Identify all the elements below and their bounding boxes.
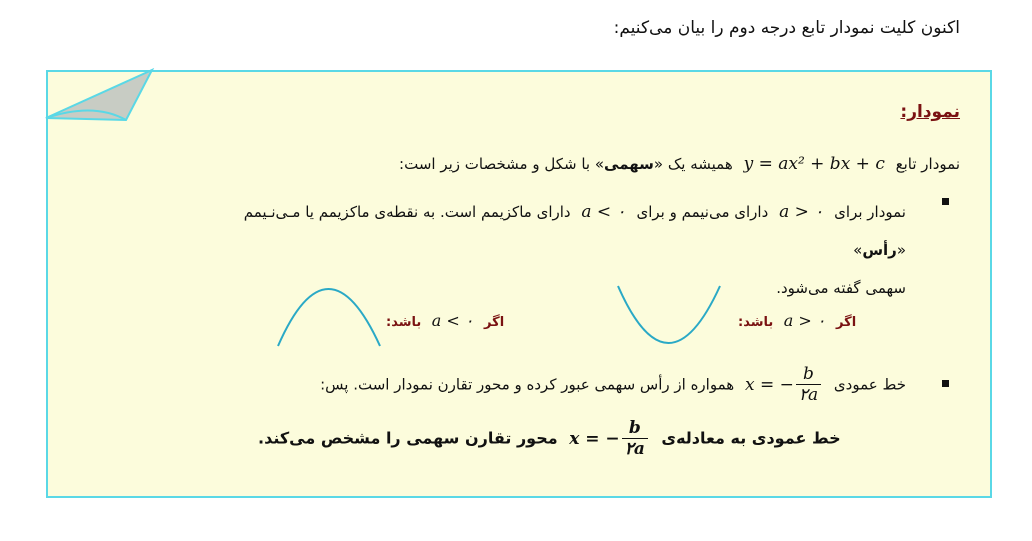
- conclusion-line: [258, 418, 841, 459]
- b2-t1: خط عمودی: [833, 375, 906, 394]
- b1-cond-negative: a < ۰: [581, 202, 626, 222]
- caption-neg-cond: a < ۰: [431, 311, 474, 330]
- parabola-up-icon: [612, 282, 728, 346]
- caption-neg-if: اگر: [484, 315, 505, 330]
- b1-t1: نمودار برای: [834, 203, 906, 221]
- conclusion-fraction: [622, 418, 648, 459]
- b1-t5: سهمی گفته می‌شود.: [776, 279, 906, 297]
- conc-numerator: b: [628, 418, 641, 438]
- axis-denominator: ۲a: [796, 384, 821, 405]
- bullet-icon: [942, 198, 949, 205]
- axis-numerator: b: [803, 364, 814, 384]
- line1-after-a: همیشه یک «: [653, 155, 733, 173]
- axis-lhs: x = −: [744, 374, 794, 395]
- b1-t4: »: [853, 241, 863, 259]
- parabola-down-icon: [274, 284, 386, 350]
- line1-before: نمودار تابع: [895, 155, 960, 173]
- b1-t2: دارای می‌نیمم و برای: [636, 203, 769, 221]
- conc-lhs: x = −: [569, 428, 620, 449]
- vertex-term: رأس: [862, 241, 897, 259]
- general-form-line: [399, 154, 960, 174]
- b2-t2: همواره از رأس سهمی عبور کرده و محور تقارن نمودار است. پس:: [320, 375, 735, 394]
- parabola-term: سهمی: [604, 155, 654, 173]
- caption-negative: [386, 311, 504, 330]
- conclusion-formula: [569, 418, 650, 459]
- line1-after-b: » با شکل و مشخصات زیر است:: [399, 155, 605, 173]
- axis-line: [320, 364, 906, 405]
- general-formula: y = ax² + bx + c: [743, 154, 885, 174]
- caption-neg-be: باشد:: [386, 315, 422, 330]
- caption-pos-be: باشد:: [738, 315, 774, 330]
- caption-positive: [738, 311, 856, 330]
- axis-fraction: [796, 364, 821, 405]
- conc-t1: خط عمودی به معادله‌ی: [661, 428, 841, 448]
- conc-denominator: ۲a: [622, 438, 648, 459]
- section-heading: نمودار:: [900, 102, 960, 122]
- axis-formula: [745, 364, 823, 405]
- b1-cond-positive: a > ۰: [779, 202, 824, 222]
- b1-t3: دارای ماکزیمم است. به نقطه‌ی ماکزیمم یا مـی‌نـیمم «: [243, 203, 906, 259]
- bullet-icon: [942, 380, 949, 387]
- intro-text: اکنون کلیت نمودار تابع درجه دوم را بیان می‌کنیم:: [613, 18, 960, 38]
- page-fold-icon: [44, 68, 156, 124]
- caption-pos-if: اگر: [836, 315, 857, 330]
- caption-pos-cond: a > ۰: [783, 311, 826, 330]
- conc-t2: محور تقارن سهمی را مشخص می‌کند.: [258, 428, 558, 448]
